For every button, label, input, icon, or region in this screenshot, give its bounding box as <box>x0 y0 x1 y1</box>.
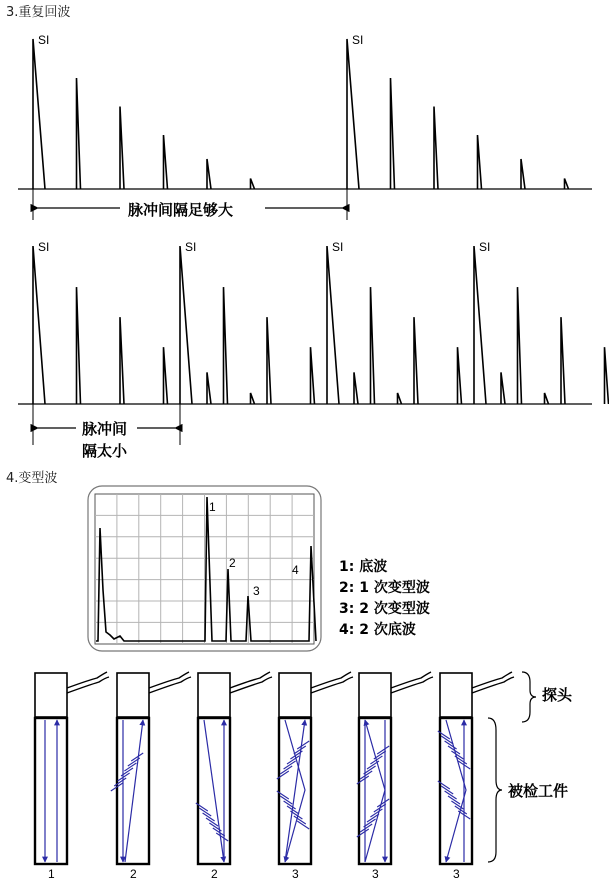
echo-peak-b2-1 <box>180 246 192 404</box>
peak-label-3: 3 <box>253 584 260 598</box>
legend-item-2: 2: 1 次变型波 <box>339 580 430 596</box>
interval-label-large: 脉冲间隔足够大 <box>128 201 234 219</box>
si-label-a1: SI <box>38 33 50 47</box>
echo-diagram-small-interval <box>18 240 609 445</box>
peak-label-1: 1 <box>209 500 216 514</box>
echo-peak-b1-3 <box>120 317 124 404</box>
peak-label-4: 4 <box>292 563 299 577</box>
echo-peak-a2-4 <box>478 135 482 189</box>
echo-peak-b3-6 <box>545 393 549 404</box>
echo-peak-b3-5 <box>501 372 505 404</box>
workpiece-side-label: 被检工件 <box>508 782 569 800</box>
si-label-b3: SI <box>332 240 344 254</box>
echo-peak-a1-6 <box>251 179 255 190</box>
legend-item-3: 3: 2 次变型波 <box>339 601 430 617</box>
echo-peak-b3-4 <box>458 347 462 404</box>
probe-number-label-6: 3 <box>453 867 460 881</box>
echo-peak-b4-4 <box>605 347 609 404</box>
probe-head <box>117 673 149 717</box>
echo-peak-a1-1 <box>33 39 45 189</box>
probe-head <box>279 673 311 717</box>
echo-peak-b3-1 <box>327 246 339 404</box>
echo-peak-b1-5 <box>207 372 211 404</box>
legend-item-4: 4: 2 次底波 <box>339 622 416 638</box>
probe-number-label-3: 2 <box>211 867 218 881</box>
probe-assembly-2 <box>111 672 191 881</box>
probe-number-label-1: 1 <box>48 867 55 881</box>
echo-peak-b2-2 <box>224 287 228 404</box>
echo-peak-b2-4 <box>311 347 315 404</box>
echo-peak-b3-2 <box>371 287 375 404</box>
workpiece-bar <box>359 718 391 864</box>
echo-peak-a2-3 <box>434 107 438 190</box>
probe-number-label-5: 3 <box>372 867 379 881</box>
section3-heading: 3.重复回波 <box>6 5 71 20</box>
echo-peak-b4-2 <box>518 287 522 404</box>
probe-head <box>359 673 391 717</box>
si-label-b4: SI <box>479 240 491 254</box>
echo-peak-a2-1 <box>347 39 359 189</box>
echo-peak-b1-6 <box>251 393 255 404</box>
echo-peak-b1-1 <box>33 246 45 404</box>
echo-peak-a1-5 <box>207 159 211 189</box>
echo-peak-a2-6 <box>565 179 569 190</box>
echo-peak-a2-5 <box>521 159 525 189</box>
echo-peak-b2-5 <box>354 372 358 404</box>
echo-peak-b3-3 <box>414 317 418 404</box>
oscilloscope-display <box>88 486 321 651</box>
probe-assembly-5 <box>357 672 433 881</box>
probe-head <box>440 673 472 717</box>
echo-peak-b4-1 <box>474 246 486 404</box>
probe-number-label-2: 2 <box>130 867 137 881</box>
probe-head <box>35 673 67 717</box>
interval-label-small-line2: 隔太小 <box>82 442 128 460</box>
interval-label-small-line1: 脉冲间 <box>82 420 128 438</box>
probe-head <box>198 673 230 717</box>
probe-side-label: 探头 <box>542 686 573 704</box>
probe-number-label-4: 3 <box>292 867 299 881</box>
si-label-b1: SI <box>38 240 50 254</box>
probe-assembly-1 <box>35 672 109 881</box>
workpiece-bar <box>117 718 149 864</box>
echo-peak-b2-6 <box>398 393 402 404</box>
echo-peak-b1-2 <box>77 287 81 404</box>
echo-diagram-large-interval <box>18 33 592 220</box>
probe-row <box>35 672 514 881</box>
echo-peak-b2-3 <box>267 317 271 404</box>
workpiece-bar <box>35 718 67 864</box>
peak-label-2: 2 <box>229 556 236 570</box>
si-label-a2: SI <box>352 33 364 47</box>
section4-heading: 4.变型波 <box>6 471 58 486</box>
probe-assembly-3 <box>196 672 272 881</box>
legend-item-1: 1: 底波 <box>339 559 388 575</box>
probe-brace <box>522 672 536 722</box>
echo-peak-b4-3 <box>561 317 565 404</box>
echo-peak-b1-4 <box>164 347 168 404</box>
echo-peak-a1-2 <box>77 78 81 189</box>
echo-peak-a2-2 <box>391 78 395 189</box>
probe-assembly-6 <box>438 672 514 881</box>
si-label-b2: SI <box>185 240 197 254</box>
probe-assembly-4 <box>277 672 353 881</box>
echo-peak-a1-4 <box>164 135 168 189</box>
echo-peak-a1-3 <box>120 107 124 190</box>
workpiece-brace <box>488 718 502 862</box>
